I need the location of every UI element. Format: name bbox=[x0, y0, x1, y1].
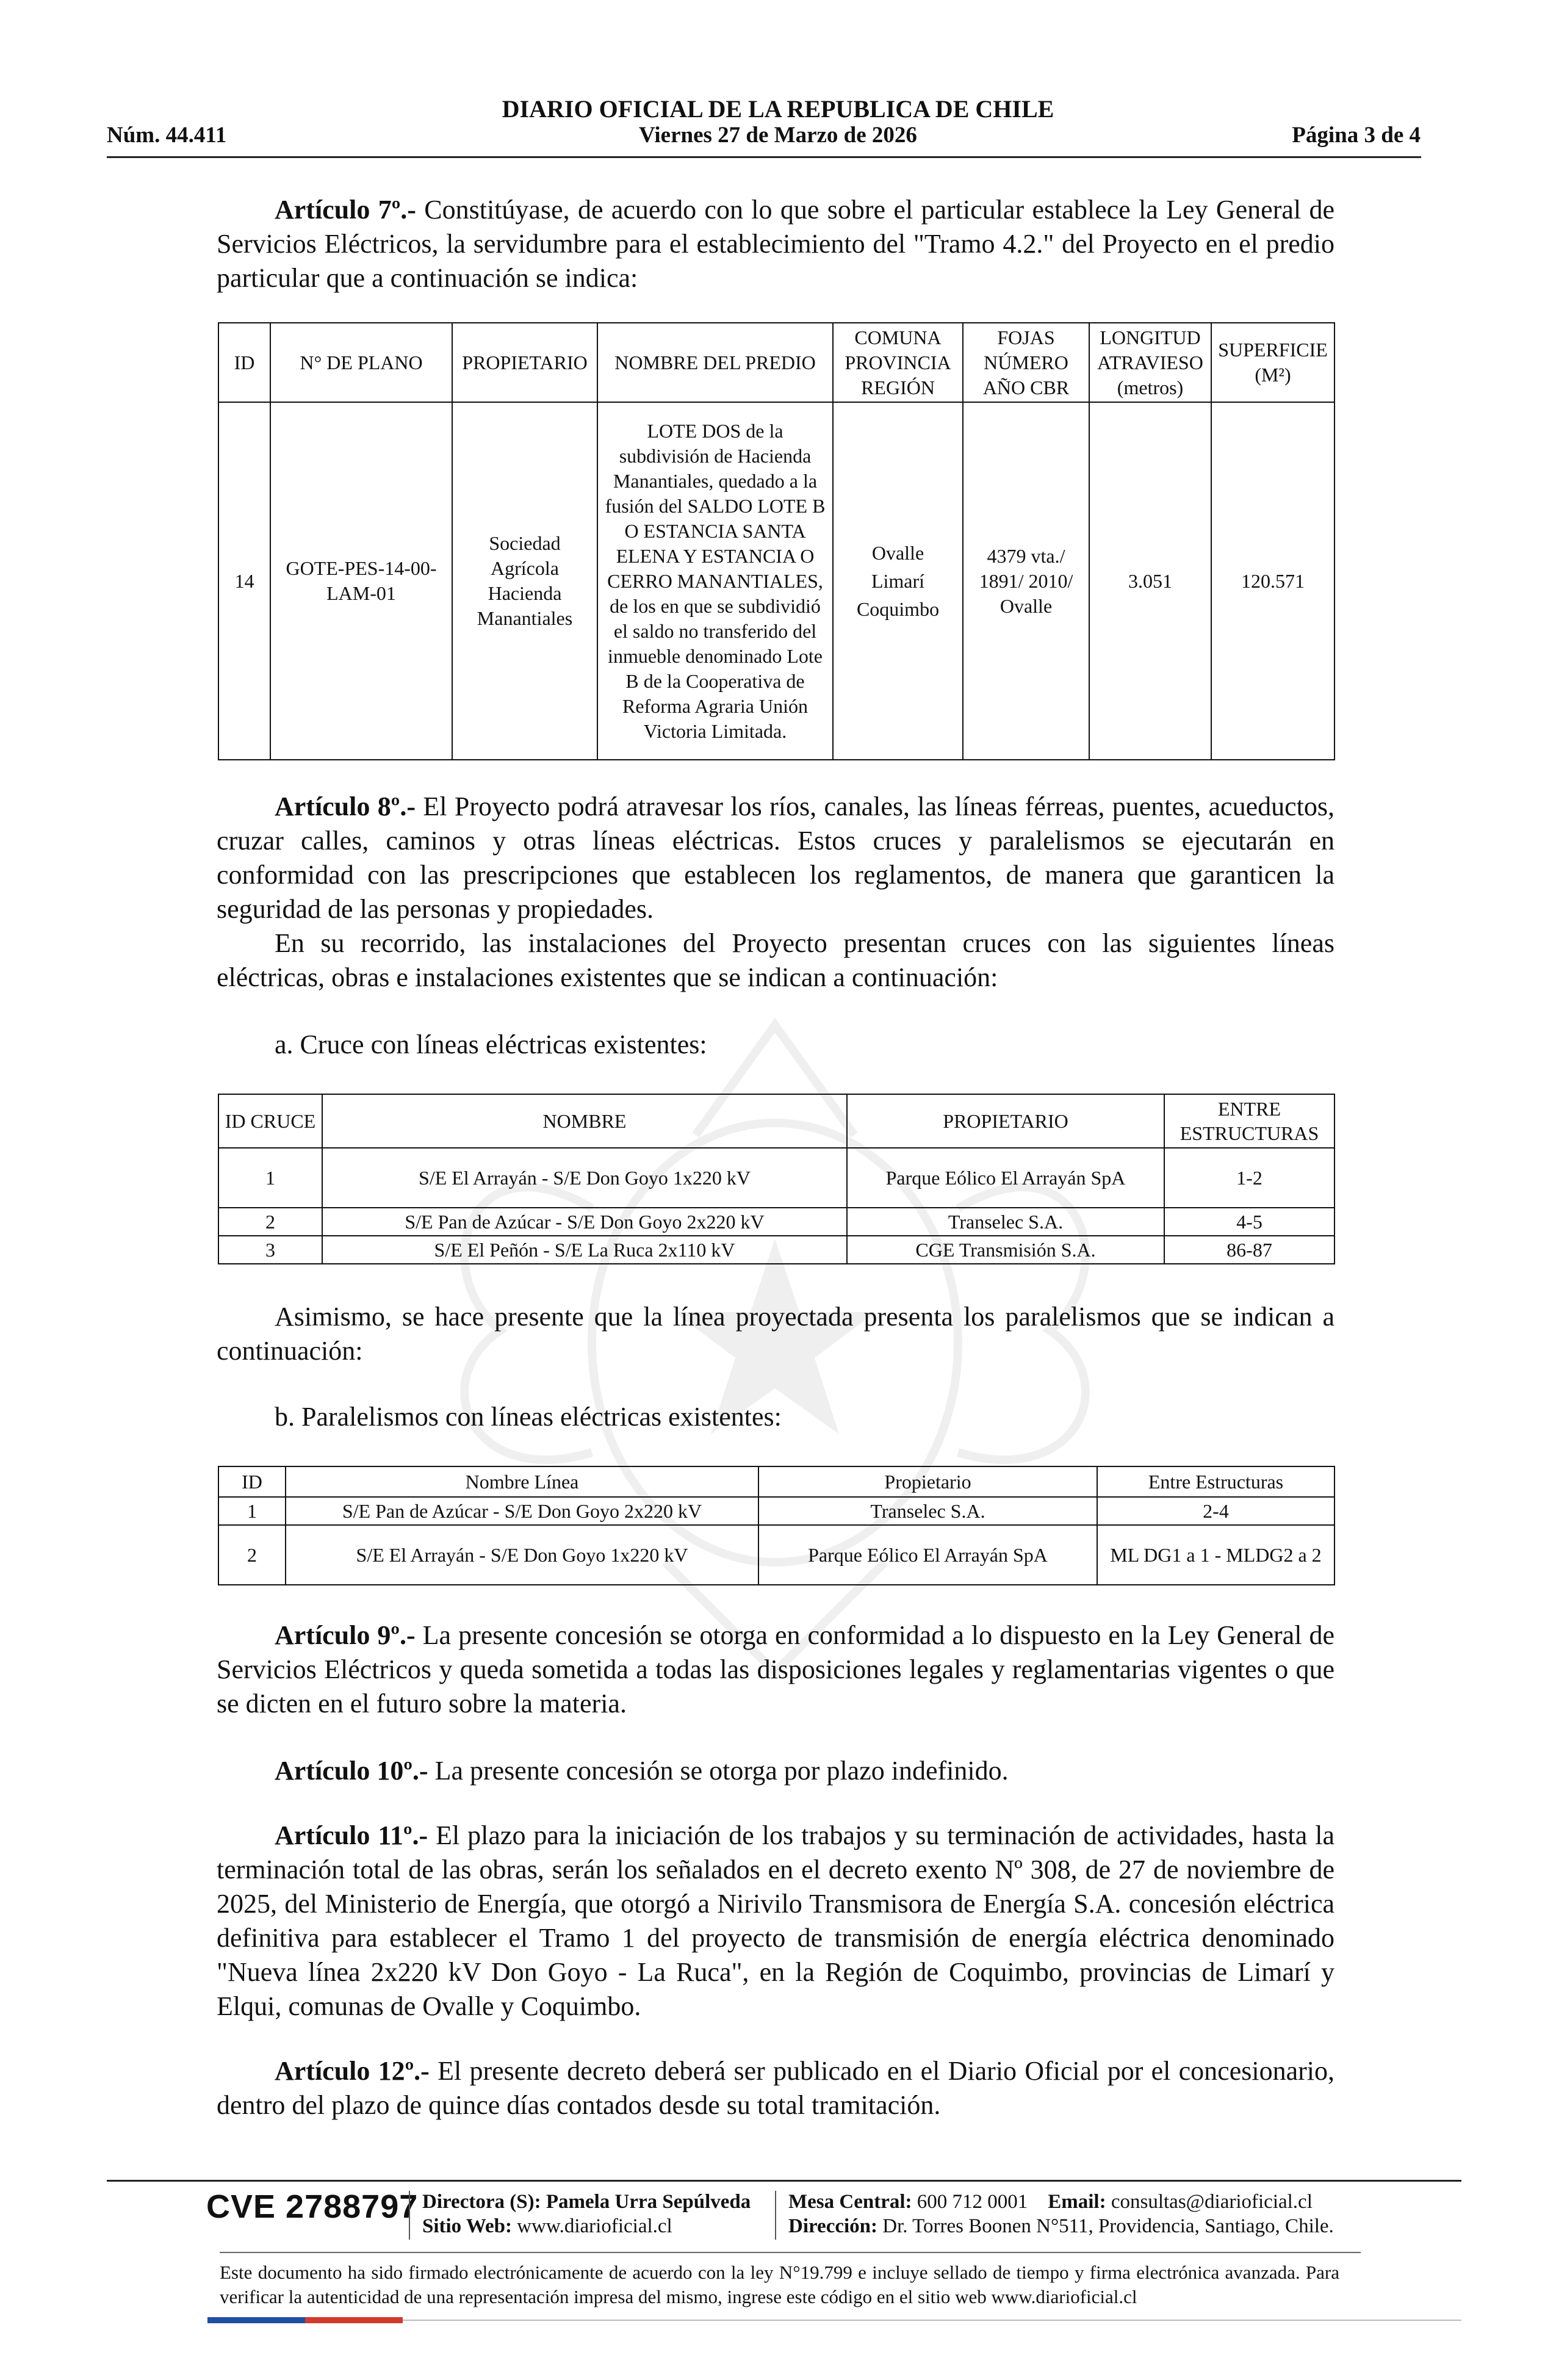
directora-label: Directora (S): bbox=[422, 2191, 541, 2213]
table-row bbox=[218, 1148, 1334, 1208]
article-9 bbox=[217, 1618, 1334, 1721]
flag-stripe-blue bbox=[207, 2317, 305, 2323]
cell-nombre: S/E El Arrayán - S/E Don Goyo 1x220 kV bbox=[322, 1148, 847, 1208]
cruces-header-row bbox=[218, 1094, 1334, 1148]
cell-entre: 1-2 bbox=[1164, 1148, 1334, 1208]
cell-comuna-name: Ovalle bbox=[871, 542, 924, 564]
servidumbre-table bbox=[218, 322, 1335, 760]
footer-legal-notice: Este documento ha sido firmado electrónicamente de acuerdo con la ley N°19.799 e incluye sellado de tiempo y firma electrónica avanzada. Para verificar la autenticidad de una representación impresa del mismo, ingrese este código en el sitio web www.diarioficial.cl bbox=[220, 2262, 1339, 2307]
table-row bbox=[218, 1236, 1334, 1264]
newspaper-title: DIARIO OFICIAL DE LA REPUBLICA DE CHILE bbox=[502, 95, 1054, 123]
email-label: Email: bbox=[1048, 2191, 1106, 2213]
cell-propietario: Transelec S.A. bbox=[758, 1497, 1097, 1525]
directora-name: Pamela Urra Sepúlveda bbox=[541, 2191, 751, 2213]
cell-id: 14 bbox=[218, 402, 270, 760]
cell-entre: 2-4 bbox=[1097, 1497, 1334, 1525]
website-label: Sitio Web: bbox=[422, 2215, 513, 2237]
footer-separator bbox=[409, 2191, 410, 2240]
cell-nombre: S/E El Peñón - S/E La Ruca 2x110 kV bbox=[322, 1236, 847, 1264]
col-id: ID bbox=[218, 323, 270, 402]
cell-superficie: 120.571 bbox=[1211, 402, 1334, 760]
col-comuna: COMUNA PROVINCIA REGIÓN bbox=[833, 323, 963, 402]
article-10 bbox=[217, 1754, 1334, 1788]
cell-fojas: 4379 vta./ 1891/ 2010/ Ovalle bbox=[963, 402, 1089, 760]
cell-propietario: Transelec S.A. bbox=[847, 1208, 1164, 1236]
article-12-text: El presente decreto deberá ser publicado en el Diario Oficial por el concesionario, dentro del plazo de quince días contados desde su total tramitación. bbox=[217, 2056, 1334, 2120]
table-row bbox=[218, 1525, 1334, 1585]
col-nombre-linea: Nombre Línea bbox=[286, 1466, 758, 1497]
cell-plano: GOTE-PES-14-00-LAM-01 bbox=[270, 402, 452, 760]
col-propietario: PROPIETARIO bbox=[847, 1094, 1164, 1148]
cell-entre: 4-5 bbox=[1164, 1208, 1334, 1236]
table-row bbox=[218, 1208, 1334, 1236]
issue-date: Viernes 27 de Marzo de 2026 bbox=[639, 123, 917, 148]
col-propietario: PROPIETARIO bbox=[452, 323, 597, 402]
cell-entre: 86-87 bbox=[1164, 1236, 1334, 1264]
mesa-phone: 600 712 0001 bbox=[912, 2191, 1028, 2213]
cve-code: CVE 2788797 bbox=[206, 2188, 419, 2225]
cell-propietario: Sociedad Agrícola Hacienda Manantiales bbox=[452, 402, 597, 760]
issue-number: Núm. 44.411 bbox=[107, 123, 227, 148]
mesa-label: Mesa Central: bbox=[788, 2191, 912, 2213]
footer-separator bbox=[775, 2191, 776, 2240]
cell-predio: LOTE DOS de la subdivisión de Hacienda Manantiales, quedado a la fusión del SALDO LOTE B O ESTANCIA SANTA ELENA Y ESTANCIA O CERRO MANANTIALES, de los en que se subdividió el saldo no transferido del inmueble denominado Lote B de la Cooperativa de Reforma Agraria Unión Victoria Limitada. bbox=[597, 402, 833, 760]
flag-stripe-red bbox=[305, 2317, 403, 2323]
article-9-label: Artículo 9º.- bbox=[275, 1620, 416, 1650]
website-link[interactable]: www.diarioficial.cl bbox=[512, 2215, 672, 2237]
article-12 bbox=[217, 2054, 1334, 2122]
footer-mesa-central bbox=[788, 2190, 1313, 2214]
article-7-label: Artículo 7º.- bbox=[275, 195, 416, 225]
article-8-label: Artículo 8º.- bbox=[275, 792, 416, 821]
paralelismos-header-row bbox=[218, 1466, 1334, 1497]
col-id-cruce: ID CRUCE bbox=[218, 1094, 322, 1148]
article-7-text: Constitúyase, de acuerdo con lo que sobre el particular establece la Ley General de Servicios Eléctricos, la servidumbre para el establecimiento del "Tramo 4.2." del Proyecto en el predio particular que a continuación se indica: bbox=[217, 195, 1334, 293]
col-nombre: NOMBRE bbox=[322, 1094, 847, 1148]
article-9-text: La presente concesión se otorga en conformidad a lo dispuesto en la Ley General de Servicios Eléctricos y queda sometida a todas las disposiciones legales y reglamentarias vigentes o que se dicten en el futuro sobre la materia. bbox=[217, 1620, 1334, 1718]
col-propietario: Propietario bbox=[758, 1466, 1097, 1497]
col-fojas: FOJAS NÚMERO AÑO CBR bbox=[963, 323, 1089, 402]
paralelismos-intro: Asimismo, se hace presente que la línea proyectada presenta los paralelismos que se indican a continuación: bbox=[217, 1302, 1334, 1366]
cell-id: 1 bbox=[218, 1497, 286, 1525]
cell-comuna bbox=[833, 402, 963, 760]
article-8 bbox=[217, 790, 1334, 926]
col-longitud: LONGITUD ATRAVIESO (metros) bbox=[1089, 323, 1211, 402]
cell-nombre: S/E El Arrayán - S/E Don Goyo 1x220 kV bbox=[286, 1525, 758, 1585]
footer-divider bbox=[220, 2252, 1361, 2253]
col-id: ID bbox=[218, 1466, 286, 1497]
cell-entre: ML DG1 a 1 - MLDG2 a 2 bbox=[1097, 1525, 1334, 1585]
article-10-text: La presente concesión se otorga por plazo indefinido. bbox=[428, 1756, 1009, 1786]
cell-id: 1 bbox=[218, 1148, 322, 1208]
cell-nombre: S/E Pan de Azúcar - S/E Don Goyo 2x220 kV bbox=[322, 1208, 847, 1236]
page-indicator: Página 3 de 4 bbox=[1292, 123, 1421, 148]
col-superficie: SUPERFICIE (M²) bbox=[1211, 323, 1334, 402]
article-12-label: Artículo 12º.- bbox=[275, 2056, 430, 2086]
cell-nombre: S/E Pan de Azúcar - S/E Don Goyo 2x220 kV bbox=[286, 1497, 758, 1525]
article-11 bbox=[217, 1819, 1334, 2024]
col-plano: N° DE PLANO bbox=[270, 323, 452, 402]
footer-divider bbox=[107, 2180, 1461, 2182]
subheading-paralelismos: b. Paralelismos con líneas eléctricas existentes: bbox=[275, 1402, 782, 1432]
article-11-text: El plazo para la iniciación de los trabajos y su terminación de actividades, hasta la terminación total de las obras, serán los señalados en el decreto exento Nº 308, de 27 de noviembre de 2025, del Ministerio de Energía, que otorgó a Nirivilo Transmisora de Energía S.A. concesión eléctrica definitiva para establecer el Tramo 1 del proyecto de transmisión de energía eléctrica denominado "Nueva línea 2x220 kV Don Goyo - La Ruca", en la Región de Coquimbo, provincias de Limarí y Elqui, comunas de Ovalle y Coquimbo. bbox=[217, 1820, 1334, 2021]
article-11-label: Artículo 11º.- bbox=[275, 1820, 428, 1850]
direccion-text: Dr. Torres Boonen N°511, Providencia, Santiago, Chile. bbox=[877, 2215, 1334, 2237]
footer-bottom-rule bbox=[403, 2320, 1461, 2321]
cell-region-name: Coquimbo bbox=[856, 598, 940, 620]
article-8-text: El Proyecto podrá atravesar los ríos, canales, las líneas férreas, puentes, acueductos, cruzar calles, caminos y otras líneas eléctricas. Estos cruces y paralelismos se ejecutarán en conformidad con las prescripciones que establecen los reglamentos, de manera que garanticen la seguridad de las personas y propiedades. bbox=[217, 792, 1334, 924]
cell-provincia-name: Limarí bbox=[871, 570, 925, 592]
cell-propietario: Parque Eólico El Arrayán SpA bbox=[847, 1148, 1164, 1208]
servidumbre-header-row bbox=[218, 323, 1334, 402]
article-8-paragraph-2: En su recorrido, las instalaciones del Proyecto presentan cruces con las siguientes líneas eléctricas, obras e instalaciones existentes que se indican a continuación: bbox=[217, 928, 1334, 992]
cell-id: 2 bbox=[218, 1525, 286, 1585]
col-entre: Entre Estructuras bbox=[1097, 1466, 1334, 1497]
paralelismos-table bbox=[218, 1466, 1335, 1585]
header-divider bbox=[107, 156, 1421, 158]
cell-longitud: 3.051 bbox=[1089, 402, 1211, 760]
cell-propietario: CGE Transmisión S.A. bbox=[847, 1236, 1164, 1264]
footer-website bbox=[422, 2214, 672, 2238]
email-link[interactable]: consultas@diarioficial.cl bbox=[1106, 2191, 1313, 2213]
col-entre: ENTRE ESTRUCTURAS bbox=[1164, 1094, 1334, 1148]
cell-id: 2 bbox=[218, 1208, 322, 1236]
article-7 bbox=[217, 193, 1334, 295]
cell-id: 3 bbox=[218, 1236, 322, 1264]
footer-directora bbox=[422, 2190, 751, 2214]
table-row bbox=[218, 1497, 1334, 1525]
col-predio: NOMBRE DEL PREDIO bbox=[597, 323, 833, 402]
article-10-label: Artículo 10º.- bbox=[275, 1756, 428, 1786]
direccion-label: Dirección: bbox=[788, 2215, 878, 2237]
table-row bbox=[218, 402, 1334, 760]
cell-propietario: Parque Eólico El Arrayán SpA bbox=[758, 1525, 1097, 1585]
footer-direccion bbox=[788, 2214, 1334, 2238]
cruces-table bbox=[218, 1094, 1335, 1264]
subheading-cruces: a. Cruce con líneas eléctricas existentes: bbox=[275, 1030, 707, 1059]
